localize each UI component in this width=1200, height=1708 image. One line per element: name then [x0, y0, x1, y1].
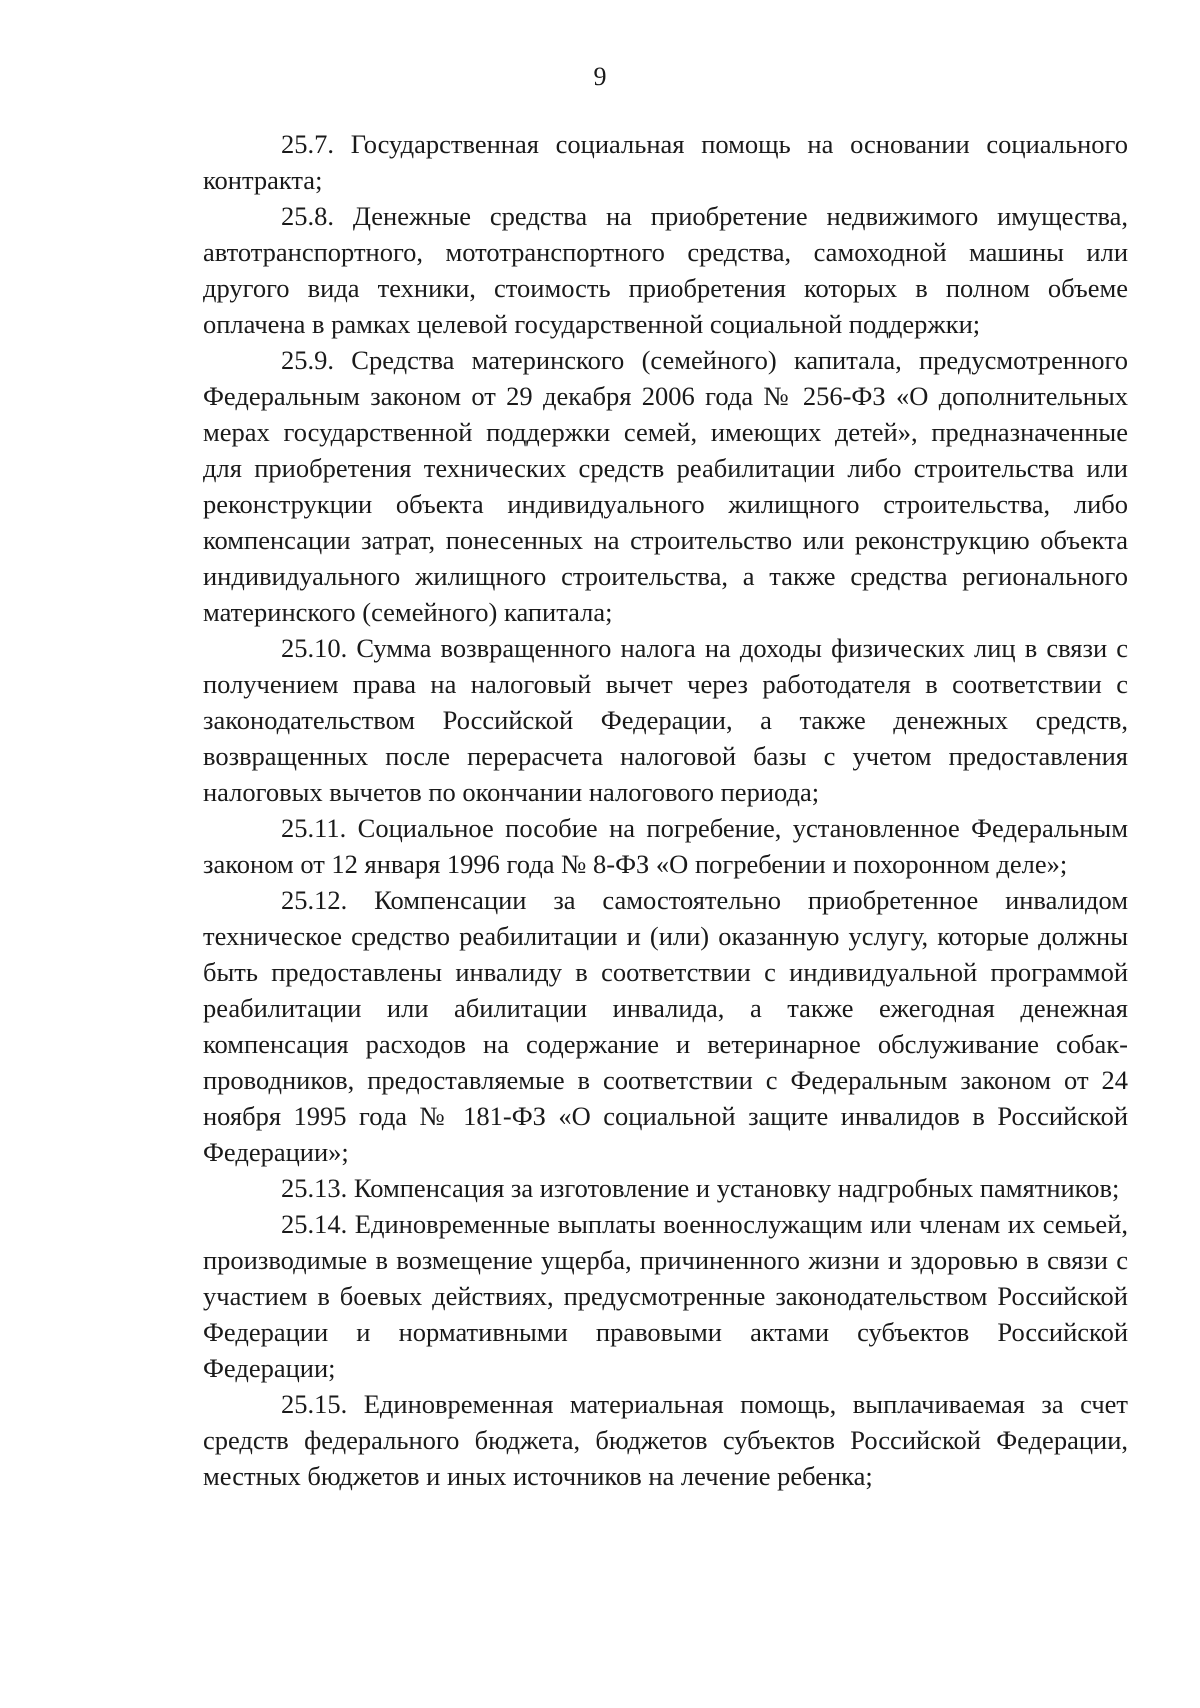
page-number: 9 — [593, 62, 607, 91]
paragraph-25-10: 25.10. Сумма возвращенного налога на доходы физических лиц в связи с получением права на налоговый вычет через работодателя в соответствии с законодательством Российской Федерации, а также денежных средств, возвращенных после перерасчета налоговой базы с учетом предоставления налоговых вычетов по окончании налогового периода; — [203, 633, 1128, 807]
paragraph-25-11: 25.11. Социальное пособие на погребение, установленное Федеральным законом от 12 января 1996 года № 8-ФЗ «О погребении и похоронном деле»; — [203, 813, 1128, 879]
paragraph-25-8: 25.8. Денежные средства на приобретение недвижимого имущества, автотранспортного, мототранспортного средства, самоходной машины или другого вида техники, стоимость приобретения которых в полном объеме оплачена в рамках целевой государственной социальной поддержки; — [203, 201, 1128, 339]
paragraph-25-14: 25.14. Единовременные выплаты военнослужащим или членам их семьей, производимые в возмещение ущерба, причиненного жизни и здоровью в связи с участием в боевых действиях, предусмотренные законодательством Российской Федерации и нормативными правовыми актами субъектов Российской Федерации; — [203, 1209, 1128, 1383]
paragraph-25-9: 25.9. Средства материнского (семейного) капитала, предусмотренного Федеральным законом от 29 декабря 2006 года № 256-ФЗ «О дополнительных мерах государственной поддержки семей, имеющих детей», предназначенные для приобретения технических средств реабилитации либо строительства или реконструкции объекта индивидуального жилищного строительства, либо компенсации затрат, понесенных на строительство или реконструкцию объекта индивидуального жилищного строительства, а также средства регионального материнского (семейного) капитала; — [203, 345, 1128, 627]
paragraph-25-15: 25.15. Единовременная материальная помощь, выплачиваемая за счет средств федерального бюджета, бюджетов субъектов Российской Федерации, местных бюджетов и иных источников на лечение ребенка; — [203, 1389, 1128, 1491]
document-body — [203, 126, 1128, 1494]
paragraph-25-13: 25.13. Компенсация за изготовление и установку надгробных памятников; — [281, 1173, 1120, 1203]
paragraph-25-12: 25.12. Компенсации за самостоятельно приобретенное инвалидом техническое средство реабилитации и (или) оказанную услугу, которые должны быть предоставлены инвалиду в соответствии с индивидуальной программой реабилитации или абилитации инвалида, а также ежегодная денежная компенсация расходов на содержание и ветеринарное обслуживание собак-проводников, предоставляемые в соответствии с Федеральным законом от 24 ноября 1995 года № 181-ФЗ «О социальной защите инвалидов в Российской Федерации»; — [203, 885, 1128, 1167]
paragraph-25-7: 25.7. Государственная социальная помощь на основании социального контракта; — [203, 129, 1128, 195]
